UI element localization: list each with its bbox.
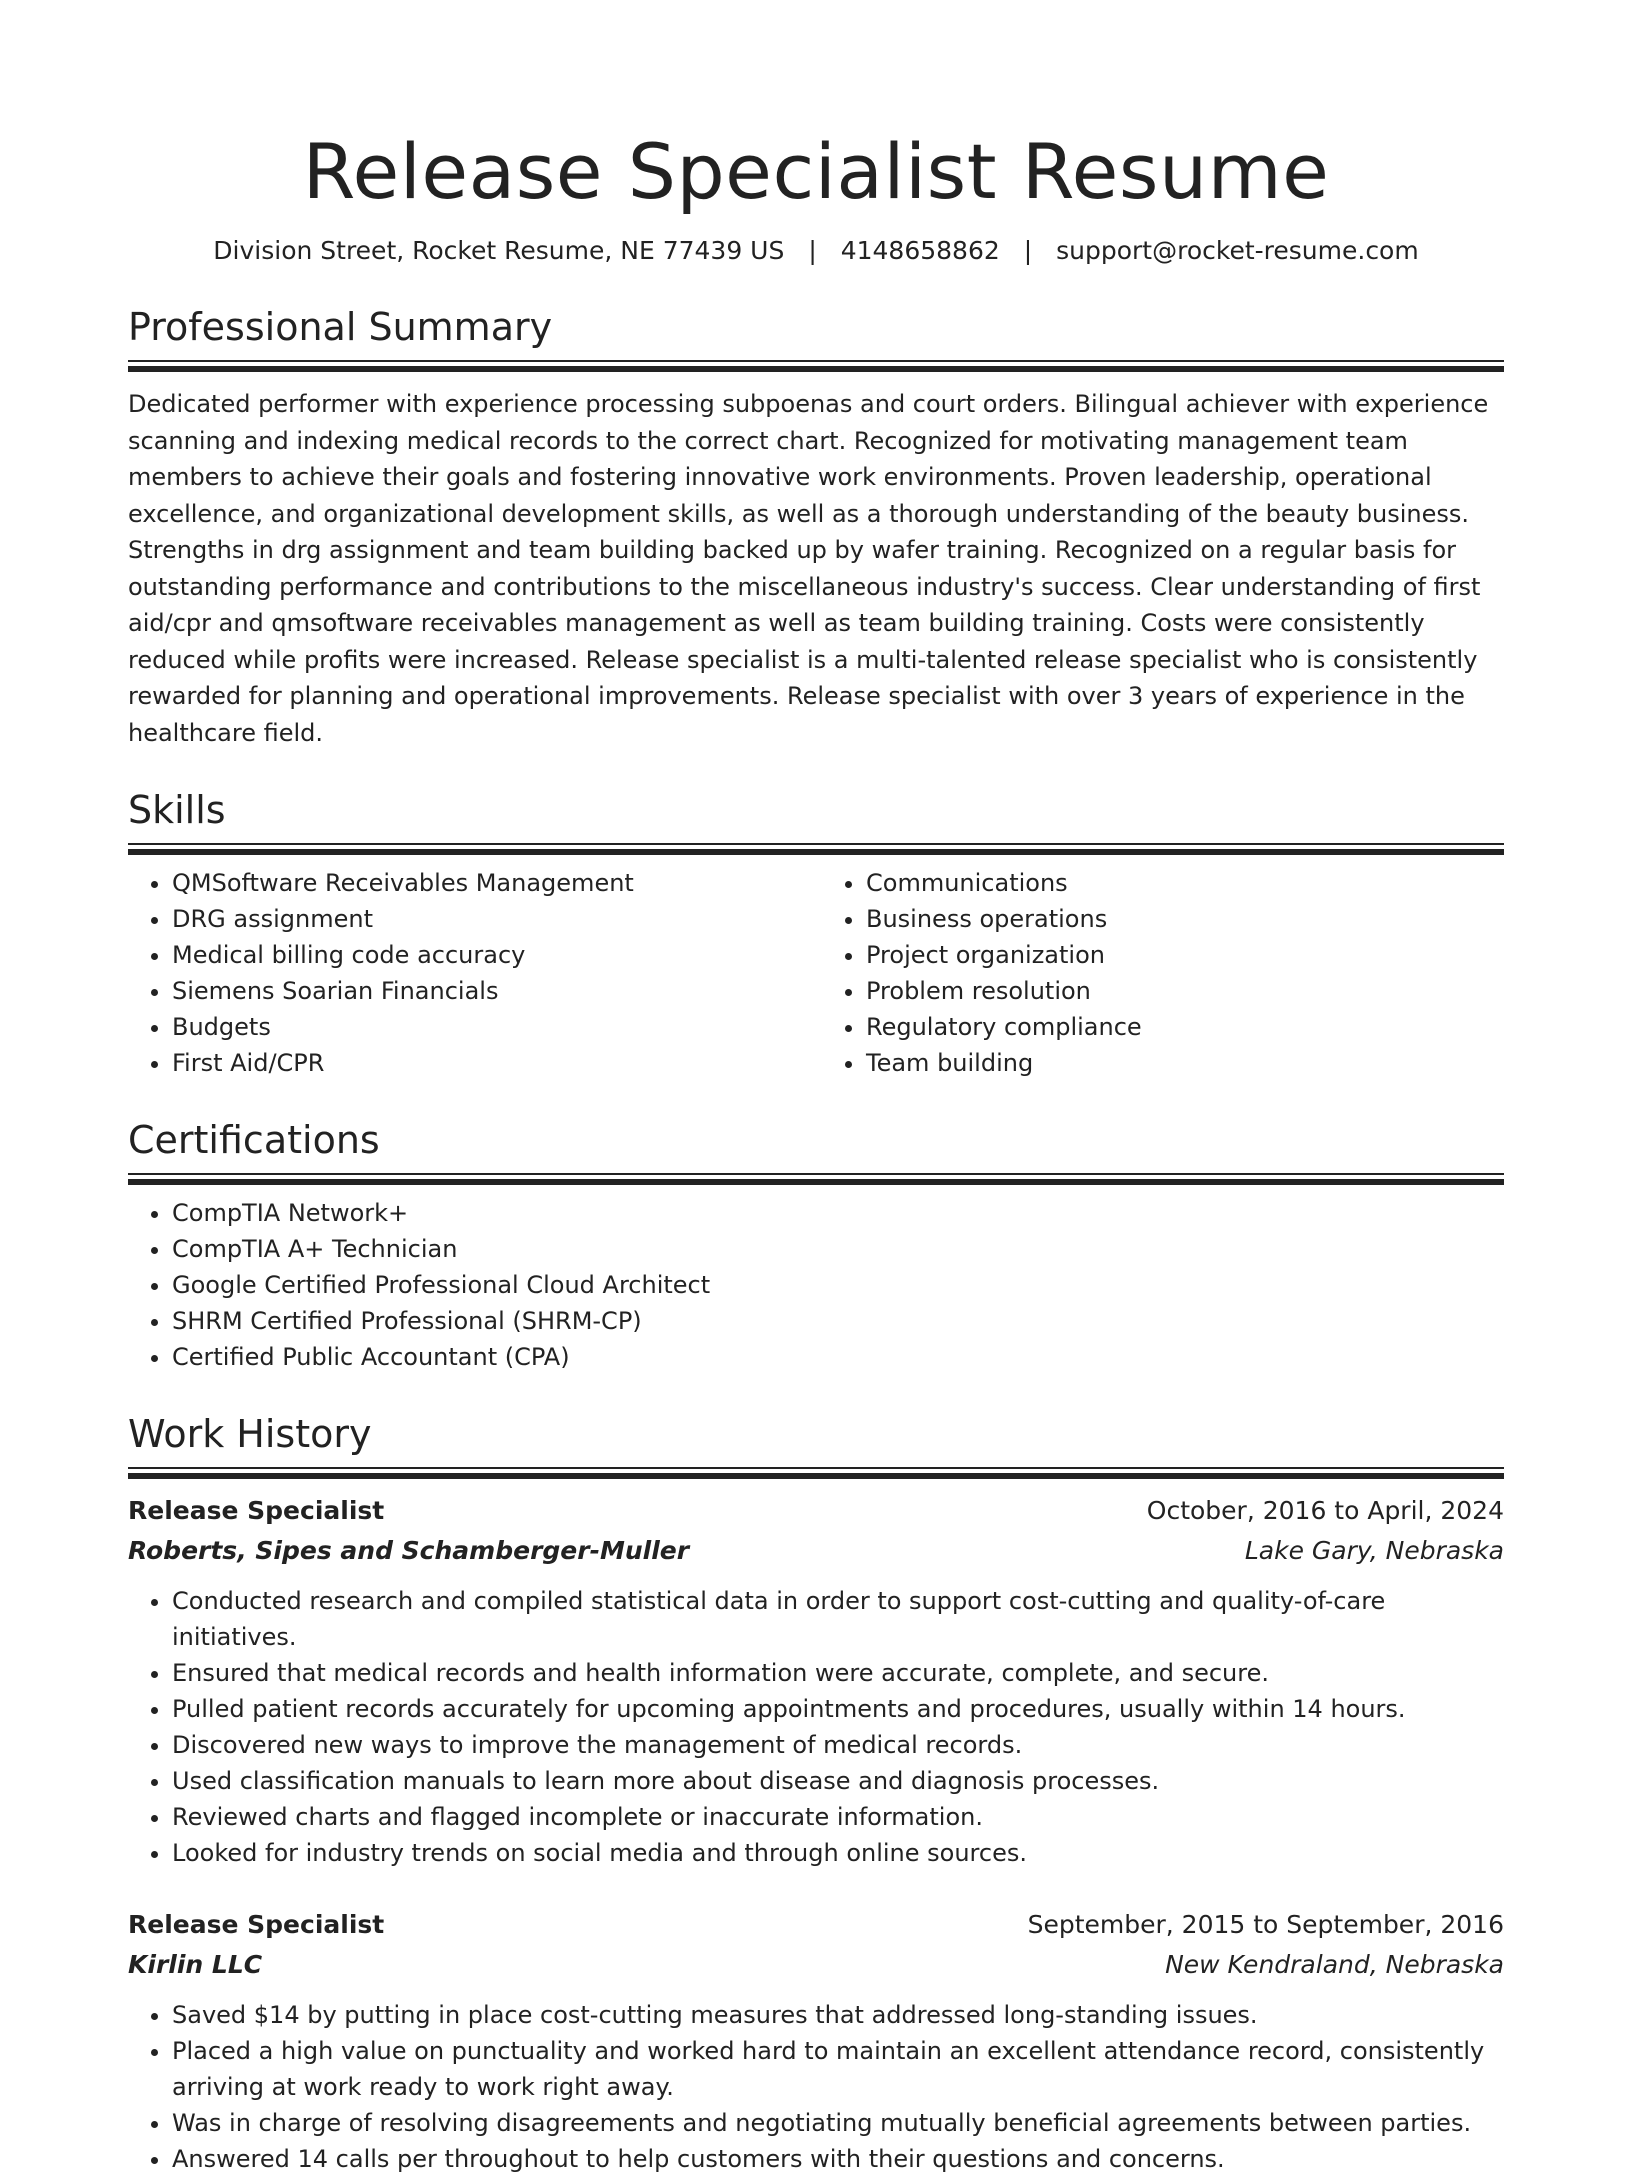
certifications-heading: Certifications (128, 1118, 380, 1162)
skills-heading: Skills (128, 788, 226, 832)
contact-line (128, 234, 1504, 268)
certification-item: • CompTIA A+ Technician (172, 1231, 1504, 1267)
job-bullet: • Discovered new ways to improve the management of medical records. (172, 1727, 1504, 1763)
summary-text: Dedicated performer with experience processing subpoenas and court orders. Bilingual achiever with experience scanning and indexing medical records to the correct chart. Recognized for motivating management team members to achieve their goals and fostering innovative work environments. Proven leadership, operational excellence, and organizational development skills, as well as a thorough understanding of the beauty business. Strengths in drg assignment and team building backed up by wafer training. Recognized on a regular basis for outstanding performance and contributions to the miscellaneous industry's success. Clear understanding of first aid/cpr and qmsoftware receivables management as well as team building training. Costs were consistently reduced while profits were increased. Release specialist is a multi-talented release specialist who is consistently rewarded for planning and operational improvements. Release specialist with over 3 years of experience in the healthcare field. (128, 390, 1489, 747)
skill-item: • Business operations (866, 901, 1504, 937)
skill-item: • First Aid/CPR (172, 1045, 816, 1081)
skill-item: • Project organization (866, 937, 1504, 973)
skills-list-left (128, 865, 816, 1081)
skill-item: • Team building (866, 1045, 1504, 1081)
skill-item: • Medical billing code accuracy (172, 937, 816, 973)
job-bullet: • Looked for industry trends on social media and through online sources. (172, 1835, 1504, 1871)
page-title: Release Specialist Resume (302, 127, 1330, 216)
job-bullet: • Ensured that medical records and health information were accurate, complete, and secure. (172, 1655, 1504, 1691)
job-bullet: • Was in charge of resolving disagreements and negotiating mutually beneficial agreements between parties. (172, 2105, 1504, 2141)
skill-item: • Communications (866, 865, 1504, 901)
job-title: Release Specialist (128, 1496, 385, 1525)
work-history-section (128, 1409, 1504, 2177)
section-divider (128, 1467, 1504, 1479)
job-bullet: • Saved $14 by putting in place cost-cutting measures that addressed long-standing issues. (172, 1997, 1504, 2033)
skill-item: • Problem resolution (866, 973, 1504, 1009)
skill-item: • Regulatory compliance (866, 1009, 1504, 1045)
contact-email: support@rocket-resume.com (1056, 236, 1419, 265)
job-bullet: • Used classification manuals to learn more about disease and diagnosis processes. (172, 1763, 1504, 1799)
skill-item: • DRG assignment (172, 901, 816, 937)
certifications-list (128, 1195, 1504, 1375)
job-bullet: • Placed a high value on punctuality and worked hard to maintain an excellent attendance record, consistently arriving at work ready to work right away. (172, 2033, 1504, 2105)
skill-item: • Budgets (172, 1009, 816, 1045)
skills-list-right (816, 865, 1504, 1081)
job-location: Lake Gary, Nebraska (1244, 1536, 1504, 1565)
section-divider (128, 360, 1504, 372)
resume-document (128, 120, 1504, 2177)
summary-section (128, 302, 1504, 751)
job-company: Kirlin LLC (128, 1950, 263, 1979)
job-bullet: • Conducted research and compiled statistical data in order to support cost-cutting and quality-of-care initiatives. (172, 1583, 1504, 1655)
skills-columns (128, 855, 1504, 1081)
job-company-row (128, 1531, 1504, 1571)
job-location: New Kendraland, Nebraska (1165, 1950, 1504, 1979)
certification-item: • CompTIA Network+ (172, 1195, 1504, 1231)
job-entry (128, 1905, 1504, 2177)
job-header-row (128, 1491, 1504, 1531)
section-divider (128, 843, 1504, 855)
skill-item: • Siemens Soarian Financials (172, 973, 816, 1009)
certification-item: • Certified Public Accountant (CPA) (172, 1339, 1504, 1375)
job-bullet: • Pulled patient records accurately for upcoming appointments and procedures, usually within 14 hours. (172, 1691, 1504, 1727)
contact-separator: | (1023, 236, 1033, 265)
contact-separator: | (808, 236, 817, 265)
job-dates: October, 2016 to April, 2024 (1146, 1496, 1504, 1525)
certification-item: • SHRM Certified Professional (SHRM-CP) (172, 1303, 1504, 1339)
skills-section (128, 785, 1504, 1081)
certification-item: • Google Certified Professional Cloud Architect (172, 1267, 1504, 1303)
section-divider (128, 1173, 1504, 1185)
job-header-row (128, 1905, 1504, 1945)
summary-heading: Professional Summary (128, 305, 553, 349)
job-title: Release Specialist (128, 1910, 385, 1939)
job-bullets (128, 1583, 1504, 1871)
job-entry (128, 1491, 1504, 1871)
skill-item: • QMSoftware Receivables Management (172, 865, 816, 901)
job-bullet: • Answered 14 calls per throughout to help customers with their questions and concerns. (172, 2141, 1504, 2177)
contact-address: Division Street, Rocket Resume, NE 77439 US (213, 236, 785, 265)
work-history-heading: Work History (128, 1412, 372, 1456)
job-bullet: • Reviewed charts and flagged incomplete or inaccurate information. (172, 1799, 1504, 1835)
job-company-row (128, 1945, 1504, 1985)
certifications-section (128, 1115, 1504, 1375)
contact-phone: 4148658862 (840, 236, 1000, 265)
job-company: Roberts, Sipes and Schamberger-Muller (128, 1536, 690, 1565)
job-dates: September, 2015 to September, 2016 (1027, 1910, 1504, 1939)
job-bullets (128, 1997, 1504, 2177)
